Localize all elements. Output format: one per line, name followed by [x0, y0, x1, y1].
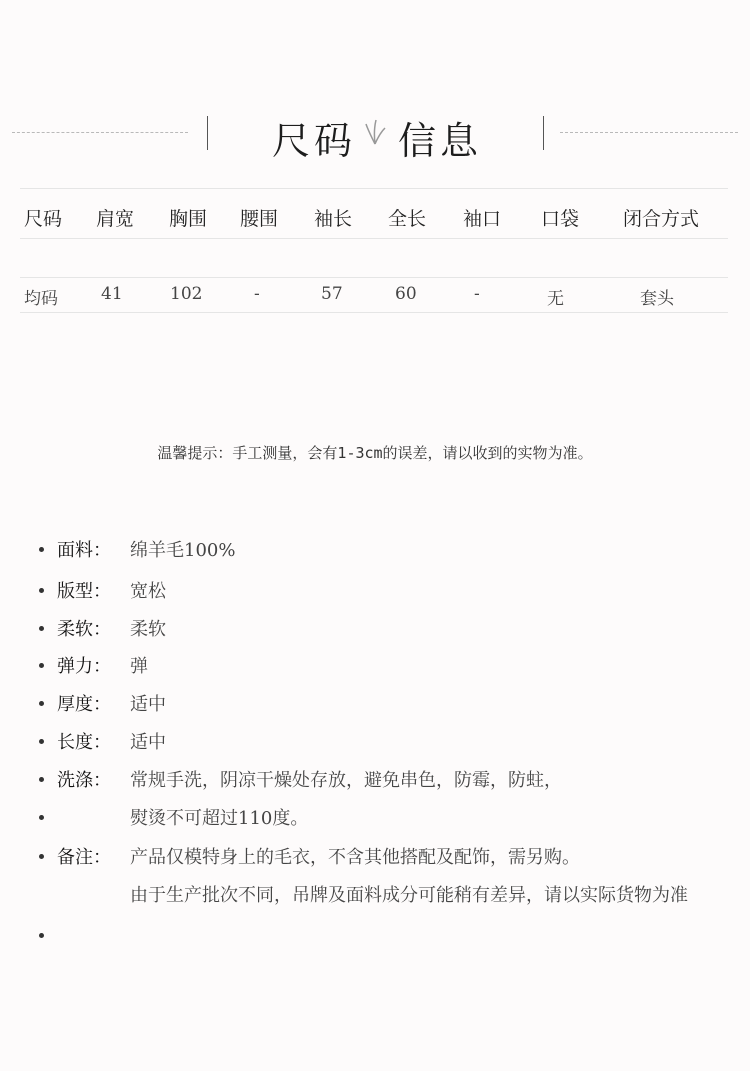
table-rule — [20, 238, 728, 239]
leaf-icon — [362, 118, 388, 150]
spec-length — [0, 728, 750, 758]
bullet-icon — [39, 739, 44, 744]
table-rule — [20, 188, 728, 189]
header-length: 全长 — [388, 208, 427, 230]
note-continuation: 由于生产批次不同，吊牌及面料成分可能稍有差异，请以实际货物为准 — [130, 885, 688, 906]
spec-label: 长度： — [57, 732, 111, 753]
table-rule — [20, 312, 728, 313]
spec-thickness — [0, 690, 750, 720]
spec-fabric — [0, 536, 750, 566]
bullet-icon — [39, 933, 44, 938]
header-size: 尺码 — [24, 208, 63, 230]
header-cuff: 袖口 — [463, 208, 502, 230]
header-waist: 腰围 — [240, 208, 279, 230]
spec-value: 适中 — [130, 732, 166, 753]
right-title-bar — [543, 116, 544, 150]
title-part-info: 信息 — [398, 119, 483, 163]
bullet-icon — [39, 626, 44, 631]
bullet-icon — [39, 854, 44, 859]
spec-fit — [0, 577, 750, 607]
cell-waist: - — [254, 284, 260, 304]
spec-value: 绵羊毛100% — [130, 540, 236, 561]
spec-label: 版型： — [57, 581, 111, 602]
spec-value: 常规手洗，阴凉干燥处存放，避免串色，防霉，防蛀， — [130, 770, 562, 791]
left-dashed-divider — [12, 132, 188, 133]
header-sleeve: 袖长 — [314, 208, 353, 230]
table-rule — [20, 277, 728, 278]
spec-value: 柔软 — [130, 619, 166, 640]
spec-ironing — [0, 804, 750, 834]
spec-value: 产品仅模特身上的毛衣，不含其他搭配及配饰，需另购。 — [130, 847, 580, 868]
header-shoulder: 肩宽 — [96, 208, 135, 230]
title-part-size: 尺码 — [272, 119, 357, 163]
spec-label: 弹力： — [57, 656, 111, 677]
spec-label: 备注： — [57, 847, 111, 868]
bullet-icon — [39, 547, 44, 552]
header-closure: 闭合方式 — [623, 208, 700, 230]
spec-label: 厚度： — [57, 694, 111, 715]
spec-value: 适中 — [130, 694, 166, 715]
empty-bullet-row — [0, 922, 750, 952]
spec-softness — [0, 615, 750, 645]
measurement-tip: 温馨提示：手工测量，会有1-3cm的误差，请以收到的实物为准。 — [157, 444, 593, 462]
bullet-icon — [39, 663, 44, 668]
spec-value: 弹 — [130, 656, 148, 677]
spec-value: 熨烫不可超过110度。 — [130, 808, 309, 829]
cell-chest: 102 — [170, 284, 203, 304]
spec-elasticity — [0, 652, 750, 682]
cell-closure: 套头 — [640, 289, 674, 309]
spec-label: 面料： — [57, 540, 111, 561]
spec-note — [0, 843, 750, 873]
left-title-bar — [207, 116, 208, 150]
header-chest: 胸围 — [169, 208, 208, 230]
bullet-icon — [39, 588, 44, 593]
bullet-icon — [39, 701, 44, 706]
cell-shoulder: 41 — [101, 284, 123, 304]
spec-label: 洗涤： — [57, 770, 111, 791]
section-title — [0, 108, 750, 163]
bullet-icon — [39, 815, 44, 820]
spec-value: 宽松 — [130, 581, 166, 602]
cell-pocket: 无 — [547, 289, 564, 309]
cell-cuff: - — [474, 284, 480, 304]
cell-size: 均码 — [24, 289, 58, 309]
cell-sleeve: 57 — [321, 284, 343, 304]
cell-length: 60 — [395, 284, 417, 304]
right-dashed-divider — [560, 132, 738, 133]
spec-washing — [0, 766, 750, 796]
header-pocket: 口袋 — [541, 208, 580, 230]
bullet-icon — [39, 777, 44, 782]
spec-label: 柔软： — [57, 619, 111, 640]
